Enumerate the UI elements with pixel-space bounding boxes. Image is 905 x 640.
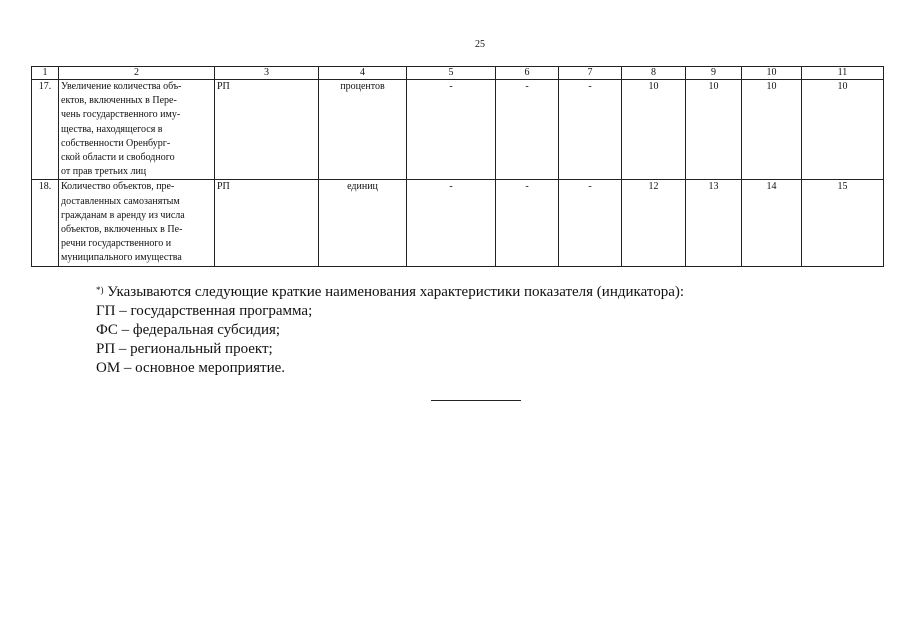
indicator-name-line: Увеличение количества объ- <box>61 81 182 92</box>
footnote-block <box>96 283 684 378</box>
value-cell: 12 <box>622 180 686 266</box>
value-cell: - <box>496 80 559 180</box>
footnote-item: ГП – государственная программа; <box>96 303 313 319</box>
indicator-name-line: собственности Оренбург- <box>61 137 171 149</box>
value-cell: 14 <box>742 180 802 266</box>
page-number: 25 <box>475 39 485 50</box>
value-cell: 10 <box>802 80 884 180</box>
row-number: 17. <box>32 80 59 180</box>
header-cell: 5 <box>407 67 496 80</box>
indicator-name-line: ской области и свободного <box>61 152 175 164</box>
value-cell: - <box>559 180 622 266</box>
header-cell: 1 <box>32 67 59 80</box>
table-header-row <box>32 67 884 80</box>
value-cell: 10 <box>622 80 686 180</box>
footnote-intro-text: Указываются следующие краткие наименования характеристики показателя (индикатора): <box>103 284 685 300</box>
value-cell: 10 <box>742 80 802 180</box>
indicator-name-line: доставленных самозанятым <box>61 195 180 207</box>
value-cell: - <box>496 180 559 266</box>
footnote-item: ОМ – основное мероприятие. <box>96 360 286 376</box>
value-cell: 13 <box>686 180 742 266</box>
indicator-name-line: гражданам в аренду из числа <box>61 209 185 221</box>
indicator-name-line: ектов, включенных в Пере- <box>61 95 177 107</box>
table-row <box>32 80 884 180</box>
header-cell: 3 <box>215 67 319 80</box>
indicator-name-line: речни государственного и <box>61 238 172 250</box>
indicator-name-line: от прав третьих лиц <box>61 166 147 178</box>
header-cell: 2 <box>59 67 215 80</box>
indicator-name-line: Количество объектов, пре- <box>61 181 175 193</box>
value-cell: - <box>407 80 496 180</box>
footnote-item: РП – региональный проект; <box>96 341 273 357</box>
header-cell: 6 <box>496 67 559 80</box>
row-number: 18. <box>32 180 59 266</box>
unit-cell: единиц <box>319 180 407 266</box>
header-cell: 8 <box>622 67 686 80</box>
value-cell: 15 <box>802 180 884 266</box>
table-row <box>32 180 884 266</box>
value-cell: - <box>407 180 496 266</box>
indicator-name <box>59 180 215 266</box>
characteristic-cell: РП <box>215 180 319 266</box>
footnote-item: ФС – федеральная субсидия; <box>96 322 281 338</box>
header-cell: 9 <box>686 67 742 80</box>
indicator-name-line: чень государственного иму- <box>61 109 181 121</box>
footnote-intro <box>96 283 684 302</box>
value-cell: 10 <box>686 80 742 180</box>
header-cell: 10 <box>742 67 802 80</box>
indicator-name <box>59 80 215 180</box>
header-cell: 4 <box>319 67 407 80</box>
indicator-name-line: муниципального имущества <box>61 252 182 264</box>
header-cell: 7 <box>559 67 622 80</box>
end-separator-line <box>431 400 521 401</box>
indicators-table <box>31 66 884 267</box>
value-cell: - <box>559 80 622 180</box>
indicator-name-line: объектов, включенных в Пе- <box>61 224 183 236</box>
characteristic-cell: РП <box>215 80 319 180</box>
footnote-marker: *) <box>96 285 104 295</box>
header-cell: 11 <box>802 67 884 80</box>
unit-cell: процентов <box>319 80 407 180</box>
indicator-name-line: щества, находящегося в <box>61 123 163 135</box>
